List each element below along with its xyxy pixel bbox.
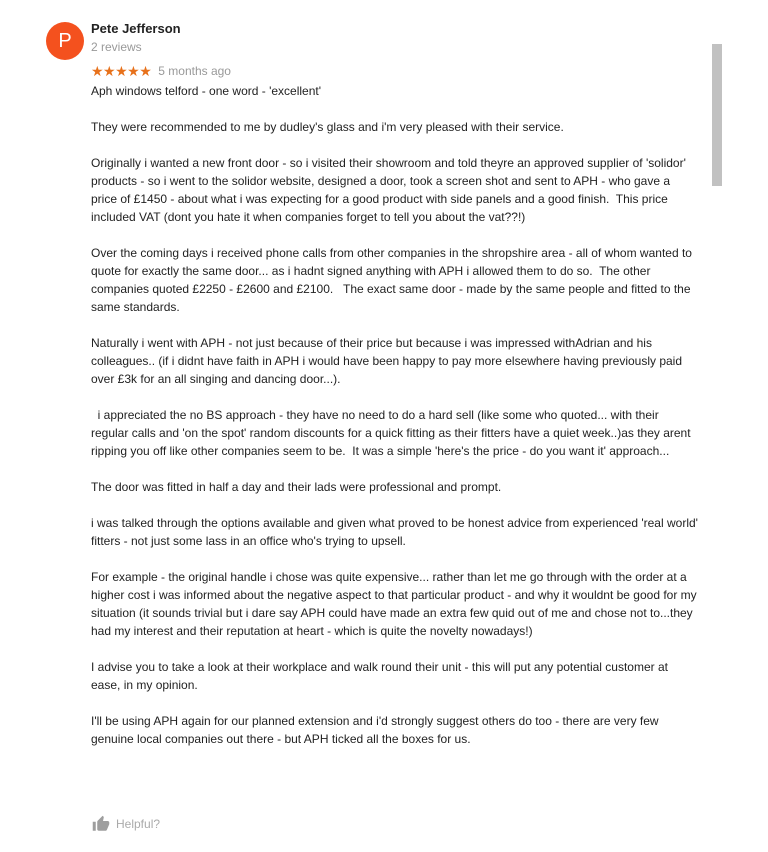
- reviewer-name[interactable]: Pete Jefferson: [91, 21, 181, 36]
- scrollbar-thumb[interactable]: [712, 44, 722, 186]
- helpful-label[interactable]: Helpful?: [116, 817, 161, 831]
- review-paragraph: They were recommended to me by dudley's glass and i'm very pleased with their service.: [91, 120, 564, 134]
- review-paragraph: Originally i wanted a new front door - so i visited their showroom and told theyre an approved supplier of 'solidor' products - so i went to the solidor website, designed a door, took a screen shot and sent to APH - who gave a price of £1450 - about what i was expecting for a good product with side panels and a good finish. This price included VAT (dont you hate it when companies forget to tell you about the vat??!): [91, 156, 690, 224]
- review-paragraph: I advise you to take a look at their workplace and walk round their unit - this will put any potential customer at ease, in my opinion.: [91, 660, 672, 692]
- rating-row: [91, 63, 231, 79]
- review-paragraph: Over the coming days i received phone calls from other companies in the shropshire area - all of whom wanted to quote for exactly the same door... as i hadnt signed anything with APH i allowed them to do so. The other companies quoted £2250 - £2600 and £2100. The exact same door - made by the same people and fitted to the same standards.: [91, 246, 696, 314]
- star-rating-icon: ★★★★★: [91, 63, 152, 79]
- thumbs-up-icon[interactable]: [92, 815, 110, 833]
- review-paragraph: The door was fitted in half a day and their lads were professional and prompt.: [91, 480, 502, 494]
- review-text: [91, 82, 702, 766]
- review-count[interactable]: 2 reviews: [91, 40, 142, 54]
- review-paragraph: Aph windows telford - one word - 'excellent': [91, 84, 322, 98]
- avatar[interactable]: P: [46, 22, 84, 60]
- review-paragraph: I'll be using APH again for our planned extension and i'd strongly suggest others do too - there are very few genuine local companies out there - but APH ticked all the boxes for us.: [91, 714, 662, 746]
- review-paragraph: Naturally i went with APH - not just because of their price but because i was impressed withAdrian and his colleagues.. (if i didnt have faith in APH i would have been happy to pay more elsewhere having previously paid over £3k for an all singing and dancing door...).: [91, 336, 686, 386]
- helpful-button[interactable]: [92, 815, 160, 833]
- review-paragraph: i appreciated the no BS approach - they have no need to do a hard sell (like some who quoted... with their regular calls and 'on the spot' random discounts for a quick fitting as their fitters have a quiet week..)as they arent ripping you off like other companies seem to be. It was a simple 'here's the price - do you want it' approach...: [91, 408, 694, 458]
- review-paragraph: i was talked through the options available and given what proved to be honest advice from experienced 'real world' fitters - not just some lass in an office who's trying to upsell.: [91, 516, 702, 548]
- review-paragraph: For example - the original handle i chose was quite expensive... rather than let me go through with the order at a higher cost i was informed about the negative aspect to that particular product - and why it wouldnt be good for my situation (it sounds trivial but i dare say APH could have made an extra few quid out of me and chose not to...they had my interest and their reputation at heart - which is quite the novelty nowadays!): [91, 570, 701, 638]
- review-time: 5 months ago: [158, 64, 231, 78]
